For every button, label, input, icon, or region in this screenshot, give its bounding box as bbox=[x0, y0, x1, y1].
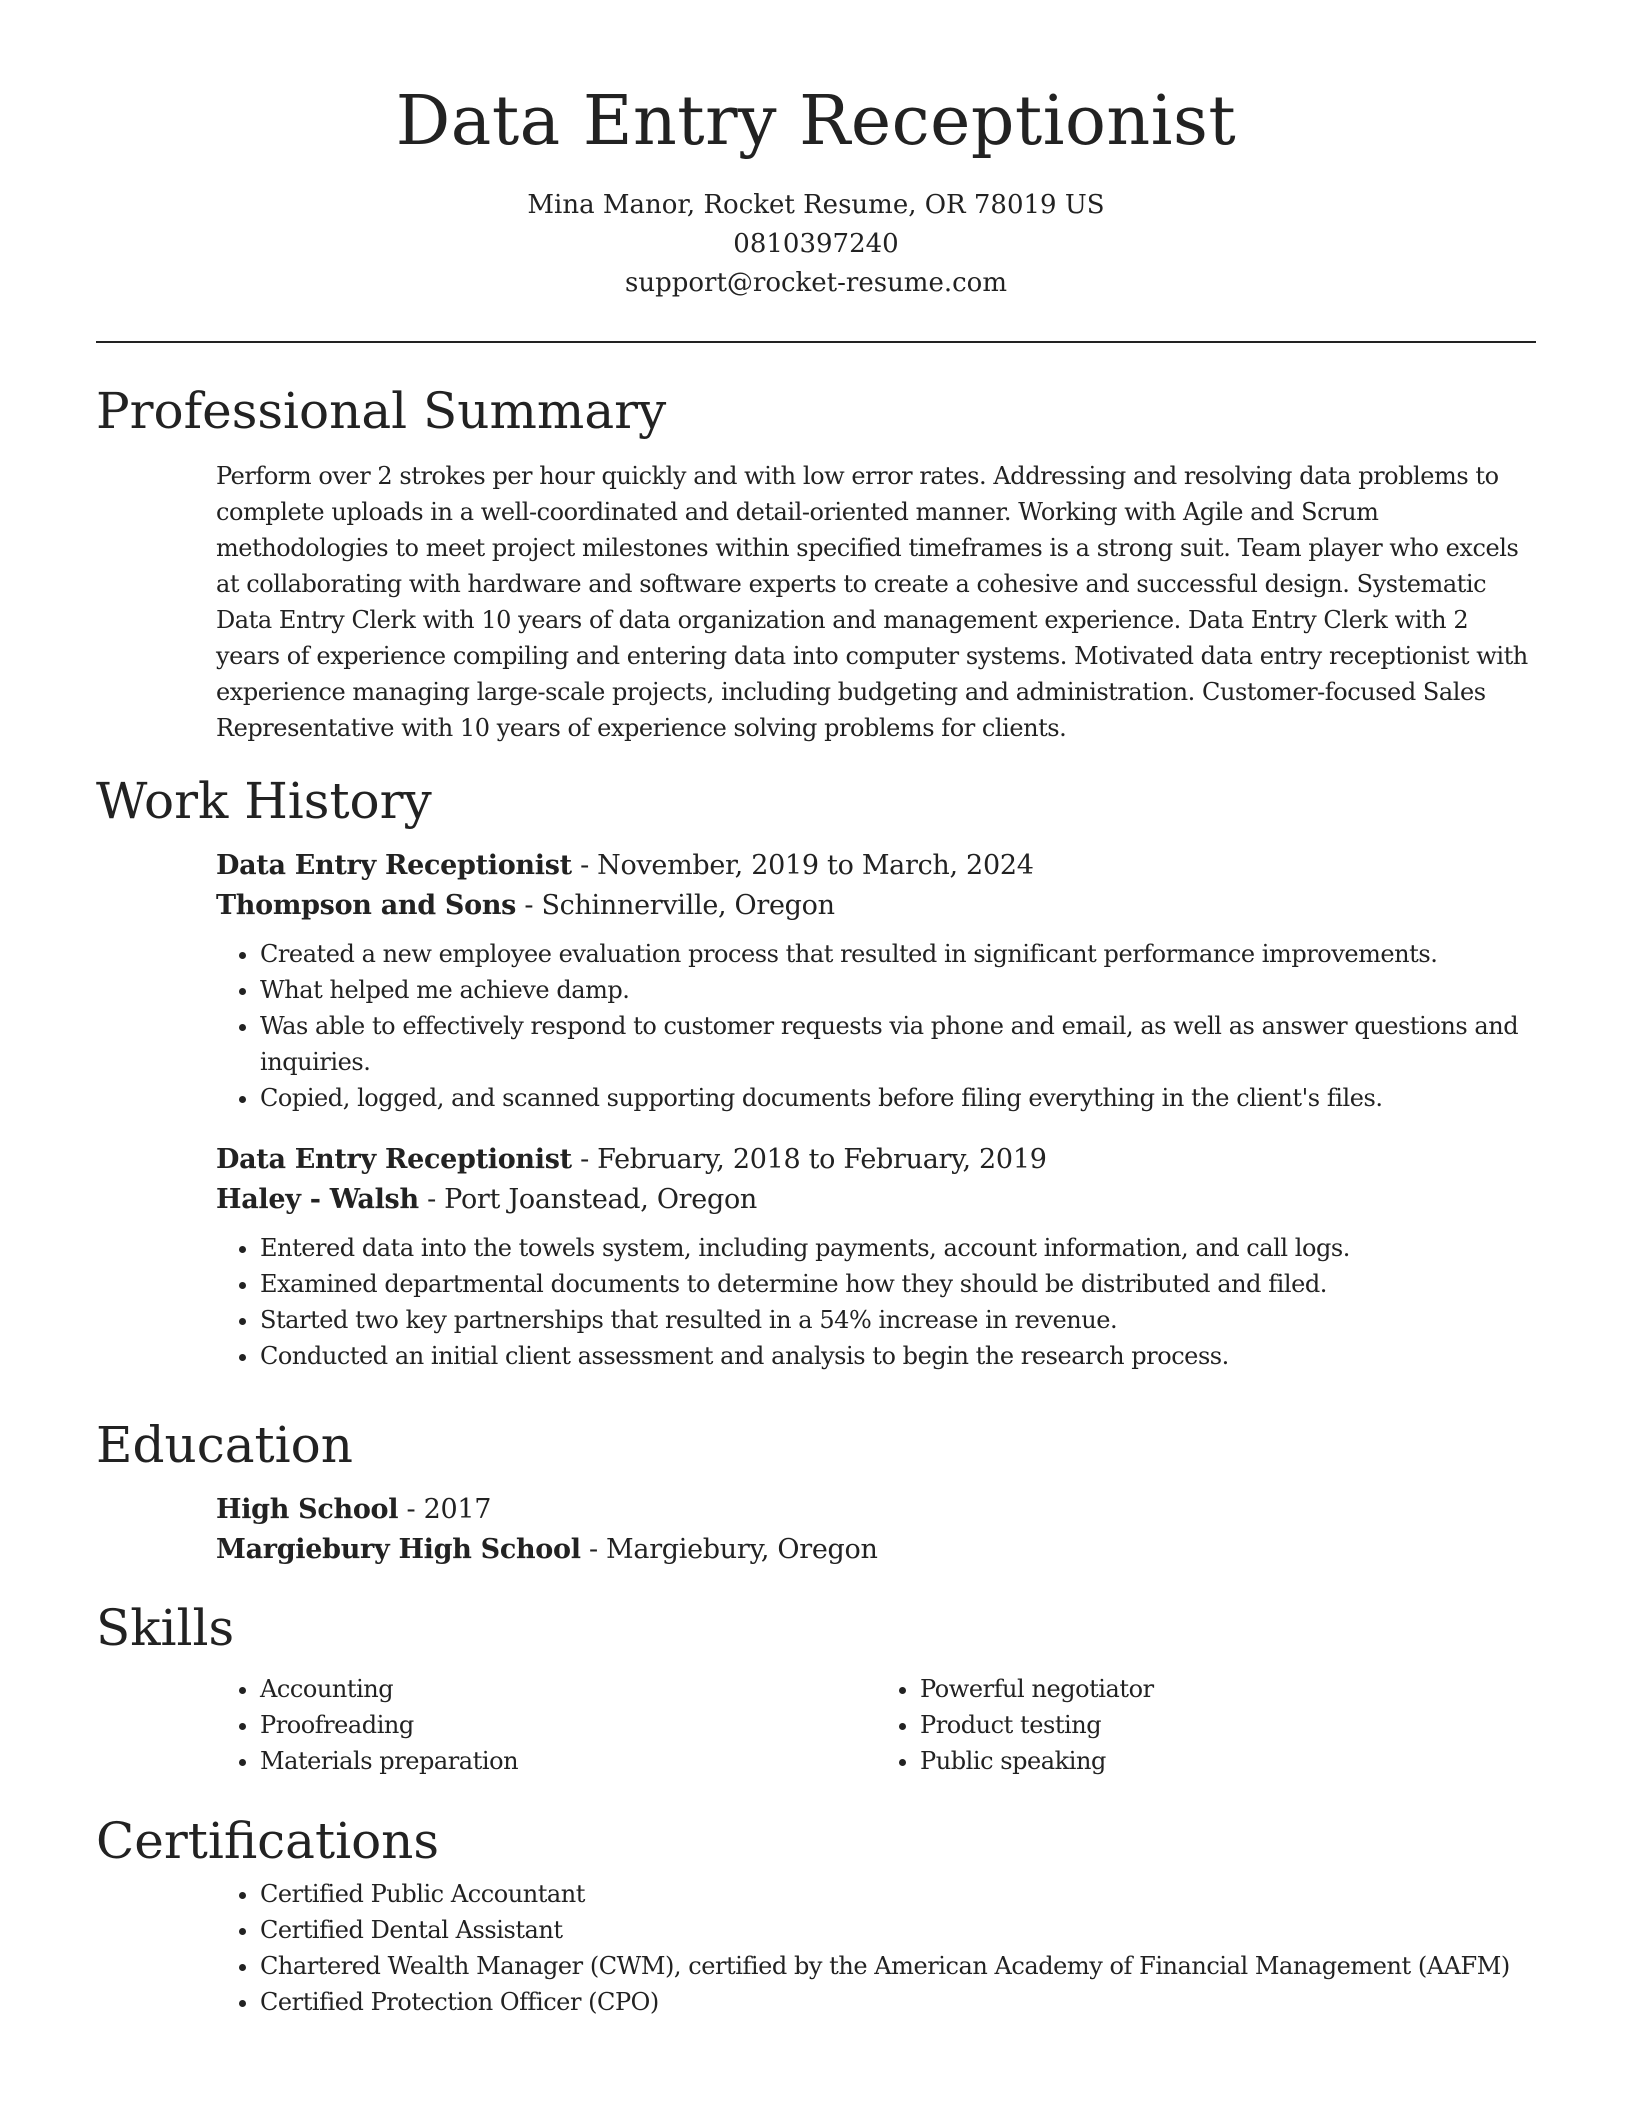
skill-item: • Materials preparation bbox=[260, 1743, 876, 1779]
job-role: Data Entry Receptionist bbox=[216, 1144, 572, 1175]
list-item: • Copied, logged, and scanned supporting documents before filing everything in the client's files. bbox=[260, 1080, 1536, 1116]
education-location: - Margiebury, Oregon bbox=[580, 1534, 878, 1565]
job-title-line bbox=[216, 1140, 1536, 1180]
education-school: Margiebury High School bbox=[216, 1534, 581, 1565]
skills-list-right bbox=[876, 1671, 1536, 1779]
list-item: • What helped me achieve damp. bbox=[260, 972, 1536, 1008]
section-title-skills: Skills bbox=[96, 1599, 235, 1657]
list-item: • Conducted an initial client assessment and analysis to begin the research process. bbox=[260, 1338, 1536, 1374]
certification-item: • Certified Dental Assistant bbox=[260, 1912, 1536, 1948]
education-section bbox=[96, 1416, 1536, 1570]
section-title-summary: Professional Summary bbox=[96, 382, 667, 440]
list-item: • Entered data into the towels system, including payments, account information, and call logs. bbox=[260, 1230, 1536, 1266]
resume-header bbox=[0, 0, 1632, 303]
skills-section bbox=[96, 1599, 1536, 1779]
header-divider bbox=[96, 341, 1536, 343]
summary-text: Perform over 2 strokes per hour quickly and with low error rates. Addressing and resolving data problems to complete uploads in a well-coordinated and detail-oriented manner. Working with Agile and Scrum methodologies to meet project milestones within specified timeframes is a strong suit. Team player who excels at collaborating with hardware and software experts to create a cohesive and successful design. Systematic Data Entry Clerk with 10 years of data organization and management experience. Data Entry Clerk with 2 years of experience compiling and entering data into computer systems. Motivated data entry receptionist with experience managing large-scale projects, including budgeting and administration. Customer-focused Sales Representative with 10 years of experience solving problems for clients. bbox=[216, 462, 1528, 742]
education-year: - 2017 bbox=[398, 1494, 492, 1525]
skill-item: • Public speaking bbox=[920, 1743, 1536, 1779]
job-location: - Schinnerville, Oregon bbox=[516, 890, 835, 921]
summary-section bbox=[96, 382, 1536, 746]
page-title: Data Entry Receptionist bbox=[395, 82, 1237, 161]
certification-item: • Certified Public Accountant bbox=[260, 1876, 1536, 1912]
skill-item: • Accounting bbox=[260, 1671, 876, 1707]
section-title-education: Education bbox=[96, 1416, 353, 1474]
job-dates: - November, 2019 to March, 2024 bbox=[571, 850, 1034, 881]
list-item: • Created a new employee evaluation process that resulted in significant performance improvements. bbox=[260, 936, 1536, 972]
job-company: Haley - Walsh bbox=[216, 1184, 419, 1215]
section-title-certifications: Certifications bbox=[96, 1812, 440, 1870]
skill-item: • Proofreading bbox=[260, 1707, 876, 1743]
job-entry bbox=[216, 1140, 1536, 1374]
address-text: Mina Manor, Rocket Resume, OR 78019 US bbox=[527, 190, 1105, 220]
job-title-line bbox=[216, 846, 1536, 886]
section-title-work-history: Work History bbox=[96, 772, 432, 830]
job-company-line bbox=[216, 1180, 1536, 1220]
skill-item: • Powerful negotiator bbox=[920, 1671, 1536, 1707]
skills-list-left bbox=[216, 1671, 876, 1779]
certifications-list bbox=[216, 1876, 1536, 2020]
list-item: • Examined departmental documents to determine how they should be distributed and filed. bbox=[260, 1266, 1536, 1302]
list-item: • Started two key partnerships that resulted in a 54% increase in revenue. bbox=[260, 1302, 1536, 1338]
skill-item: • Product testing bbox=[920, 1707, 1536, 1743]
job-location: - Port Joanstead, Oregon bbox=[418, 1184, 757, 1215]
certification-item: • Chartered Wealth Manager (CWM), certified by the American Academy of Financial Management (AAFM) bbox=[260, 1948, 1536, 1984]
job-entry bbox=[216, 846, 1536, 1116]
phone-text: 0810397240 bbox=[733, 229, 899, 259]
contact-block bbox=[0, 186, 1632, 303]
list-item: • Was able to effectively respond to customer requests via phone and email, as well as answer questions and inquiries. bbox=[260, 1008, 1536, 1080]
job-company: Thompson and Sons bbox=[216, 890, 517, 921]
job-bullets bbox=[216, 936, 1536, 1116]
job-dates: - February, 2018 to February, 2019 bbox=[571, 1144, 1047, 1175]
education-school-line bbox=[216, 1530, 1536, 1570]
job-role: Data Entry Receptionist bbox=[216, 850, 572, 881]
education-degree-line bbox=[216, 1490, 1536, 1530]
email-text: support@rocket-resume.com bbox=[624, 268, 1007, 298]
job-bullets bbox=[216, 1230, 1536, 1374]
work-history-section bbox=[96, 772, 1536, 1374]
certifications-section bbox=[96, 1812, 1536, 2020]
certification-item: • Certified Protection Officer (CPO) bbox=[260, 1984, 1536, 2020]
job-company-line bbox=[216, 886, 1536, 926]
education-degree: High School bbox=[216, 1494, 399, 1525]
skills-grid bbox=[216, 1661, 1536, 1779]
